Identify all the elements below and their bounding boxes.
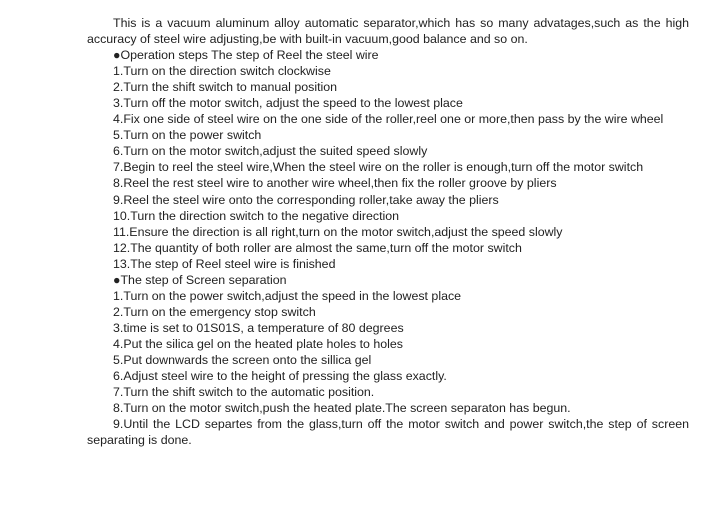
reel-step-6: 6.Turn on the motor switch,adjust the suited speed slowly: [113, 144, 428, 159]
intro-paragraph: This is a vacuum aluminum alloy automatic separator,which has so many advatages,such as the high accuracy of steel wire adjusting,be with built-in vacuum,good balance and so on.: [87, 16, 689, 47]
reel-step-3: 3.Turn off the motor switch, adjust the speed to the lowest place: [113, 96, 463, 111]
reel-step-10: 10.Turn the direction switch to the negative direction: [113, 208, 400, 223]
screen-step-2: 2.Turn on the emergency stop switch: [113, 304, 316, 319]
reel-section-heading: ●Operation steps The step of Reel the steel wire: [113, 48, 379, 63]
reel-step-13: 13.The step of Reel steel wire is finished: [113, 256, 336, 271]
reel-step-8: 8.Reel the rest steel wire to another wire wheel,then fix the roller groove by pliers: [113, 176, 557, 191]
screen-step-1: 1.Turn on the power switch,adjust the speed in the lowest place: [113, 288, 462, 303]
screen-step-7: 7.Turn the shift switch to the automatic position.: [113, 385, 375, 400]
reel-step-12: 12.The quantity of both roller are almost the same,turn off the motor switch: [113, 240, 522, 255]
screen-step-5: 5.Put downwards the screen onto the sillica gel: [113, 352, 372, 367]
screen-step-3: 3.time is set to 01S01S, a temperature of 80 degrees: [113, 320, 404, 335]
reel-step-11: 11.Ensure the direction is all right,turn on the motor switch,adjust the speed slowly: [113, 224, 563, 239]
screen-step-6: 6.Adjust steel wire to the height of pressing the glass exactly.: [113, 369, 447, 384]
reel-step-1: 1.Turn on the direction switch clockwise: [113, 64, 331, 79]
reel-step-9: 9.Reel the steel wire onto the corresponding roller,take away the pliers: [113, 192, 499, 207]
screen-step-8: 8.Turn on the motor switch,push the heated plate.The screen separaton has begun.: [113, 401, 571, 416]
reel-step-2: 2.Turn the shift switch to manual position: [113, 80, 338, 95]
screen-step-9: 9.Until the LCD separtes from the glass,turn off the motor switch and power switch,the step of screen separating is done.: [87, 417, 689, 448]
screen-section-heading: ●The step of Screen separation: [113, 272, 287, 287]
screen-step-4: 4.Put the silica gel on the heated plate holes to holes: [113, 336, 404, 351]
reel-step-4: 4.Fix one side of steel wire on the one side of the roller,reel one or more,then pass by the wire wheel: [113, 112, 664, 127]
reel-step-7: 7.Begin to reel the steel wire,When the steel wire on the roller is enough,turn off the motor switch: [113, 160, 644, 175]
instruction-document: [87, 15, 689, 448]
reel-step-5: 5.Turn on the power switch: [113, 128, 262, 143]
